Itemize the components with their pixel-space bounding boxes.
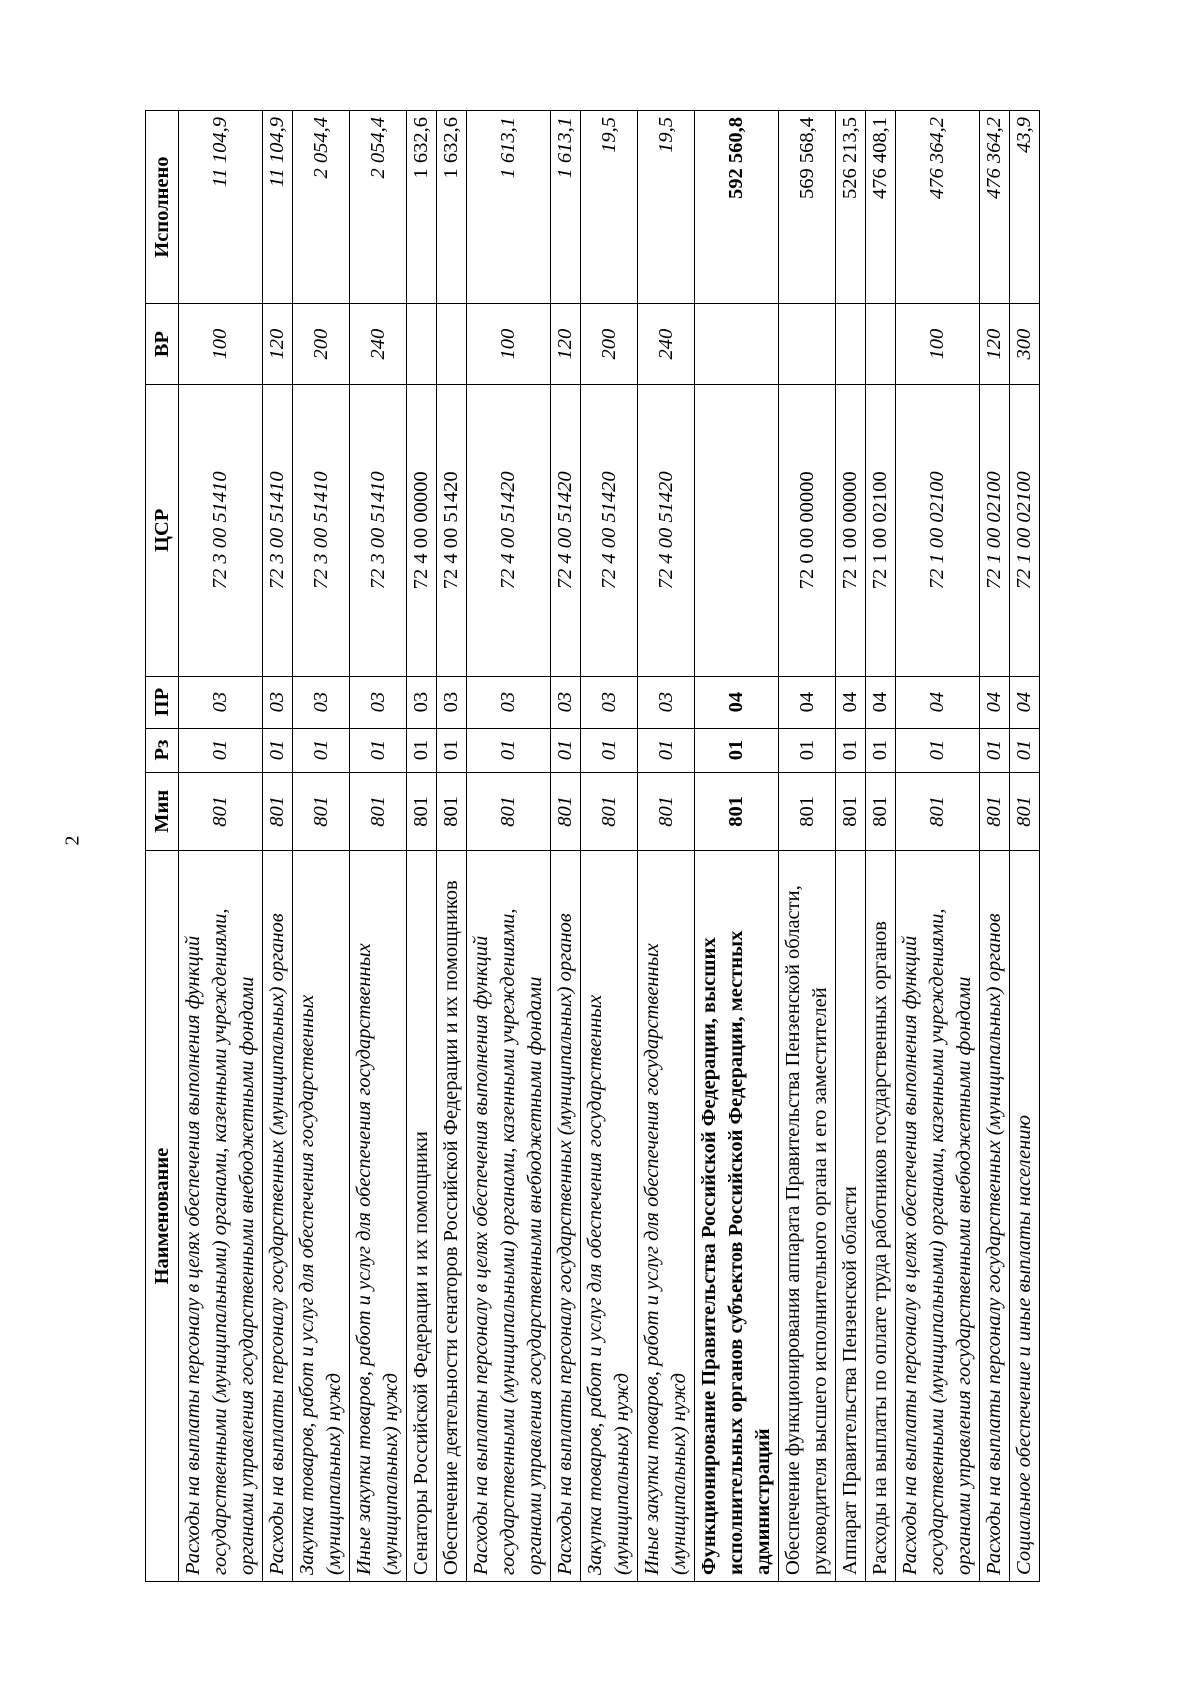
cell-min: 801 (407, 772, 437, 851)
cell-sum: 476 364,2 (896, 111, 980, 304)
cell-name: Расходы на выплаты персоналу в целях обеспечения выполнения функций государственными (муниципальными) органами, казенными учреждениями, органами управления государственными внебюджетными фондами (896, 851, 980, 1582)
cell-csr: 72 4 00 51420 (551, 385, 581, 676)
cell-name: Расходы на выплаты персоналу в целях обеспечения выполнения функций государственными (муниципальными) органами, казенными учреждениями, органами управления государственными внебюджетными фондами (179, 851, 263, 1582)
cell-name: Обеспечение деятельности сенаторов Российской Федерации и их помощников (437, 851, 467, 1582)
cell-rz: 01 (896, 728, 980, 772)
header-sum: Исполнено (146, 111, 179, 304)
cell-name: Расходы на выплаты персоналу государственных (муниципальных) органов (980, 851, 1010, 1582)
cell-vr (779, 304, 836, 385)
cell-rz: 01 (581, 728, 638, 772)
cell-rz: 01 (407, 728, 437, 772)
cell-csr: 72 3 00 51410 (293, 385, 350, 676)
cell-min: 801 (467, 772, 551, 851)
cell-rz: 01 (293, 728, 350, 772)
cell-sum: 476 364,2 (980, 111, 1010, 304)
cell-rz: 01 (980, 728, 1010, 772)
cell-name: Иные закупки товаров, работ и услуг для обеспечения государственных (муниципальных) нужд (350, 851, 407, 1582)
table-row (179, 111, 263, 1582)
page-number: 2 (61, 835, 84, 846)
cell-sum: 526 213,5 (836, 111, 866, 304)
cell-csr: 72 3 00 51410 (263, 385, 293, 676)
cell-rz: 01 (263, 728, 293, 772)
cell-pr: 03 (467, 676, 551, 728)
header-vr: ВР (146, 304, 179, 385)
cell-min: 801 (350, 772, 407, 851)
cell-sum: 476 408,1 (866, 111, 896, 304)
cell-csr: 72 4 00 51420 (581, 385, 638, 676)
cell-pr: 03 (638, 676, 695, 728)
cell-min: 801 (581, 772, 638, 851)
cell-name: Иные закупки товаров, работ и услуг для обеспечения государственных (муниципальных) нужд (638, 851, 695, 1582)
cell-name: Функционирование Правительства Российской Федерации, высших исполнительных органов субъектов Российской Федерации, местных администраций (695, 851, 779, 1582)
table-row (866, 111, 896, 1582)
cell-csr: 72 3 00 51410 (179, 385, 263, 676)
cell-sum: 1 632,6 (407, 111, 437, 304)
cell-csr: 72 1 00 02100 (980, 385, 1010, 676)
cell-vr (695, 304, 779, 385)
table-container (145, 110, 1083, 1582)
cell-rz: 01 (551, 728, 581, 772)
cell-min: 801 (551, 772, 581, 851)
header-csr: ЦСР (146, 385, 179, 676)
cell-vr: 240 (638, 304, 695, 385)
cell-rz: 01 (1010, 728, 1040, 772)
cell-rz: 01 (437, 728, 467, 772)
cell-pr: 04 (980, 676, 1010, 728)
cell-name: Закупка товаров, работ и услуг для обеспечения государственных (муниципальных) нужд (293, 851, 350, 1582)
cell-sum: 1 613,1 (551, 111, 581, 304)
cell-pr: 04 (1010, 676, 1040, 728)
cell-min: 801 (695, 772, 779, 851)
table-row (551, 111, 581, 1582)
table-row (638, 111, 695, 1582)
cell-min: 801 (179, 772, 263, 851)
cell-csr: 72 1 00 00000 (836, 385, 866, 676)
cell-vr: 100 (467, 304, 551, 385)
cell-name: Аппарат Правительства Пензенской области (836, 851, 866, 1582)
cell-csr: 72 4 00 51420 (437, 385, 467, 676)
table-row (407, 111, 437, 1582)
cell-vr: 100 (179, 304, 263, 385)
cell-name: Расходы на выплаты по оплате труда работников государственных органов (866, 851, 896, 1582)
table-row (263, 111, 293, 1582)
table-row (980, 111, 1010, 1582)
budget-table (145, 110, 1040, 1582)
table-row (350, 111, 407, 1582)
cell-pr: 03 (350, 676, 407, 728)
cell-vr (437, 304, 467, 385)
cell-csr: 72 4 00 00000 (407, 385, 437, 676)
cell-vr: 120 (551, 304, 581, 385)
cell-csr: 72 1 00 02100 (896, 385, 980, 676)
table-row (293, 111, 350, 1582)
cell-vr: 120 (980, 304, 1010, 385)
cell-name: Расходы на выплаты персоналу государственных (муниципальных) органов (551, 851, 581, 1582)
table-row (581, 111, 638, 1582)
cell-rz: 01 (779, 728, 836, 772)
cell-name: Закупка товаров, работ и услуг для обеспечения государственных (муниципальных) нужд (581, 851, 638, 1582)
cell-pr: 03 (437, 676, 467, 728)
cell-sum: 11 104,9 (263, 111, 293, 304)
cell-vr (866, 304, 896, 385)
cell-min: 801 (638, 772, 695, 851)
table-row (896, 111, 980, 1582)
table-row (695, 111, 779, 1582)
cell-rz: 01 (866, 728, 896, 772)
cell-vr: 200 (293, 304, 350, 385)
cell-name: Сенаторы Российской Федерации и их помощники (407, 851, 437, 1582)
cell-min: 801 (896, 772, 980, 851)
cell-min: 801 (836, 772, 866, 851)
cell-rz: 01 (467, 728, 551, 772)
cell-pr: 04 (896, 676, 980, 728)
cell-csr: 72 0 00 00000 (779, 385, 836, 676)
cell-name: Социальное обеспечение и иные выплаты населению (1010, 851, 1040, 1582)
cell-vr: 120 (263, 304, 293, 385)
cell-rz: 01 (350, 728, 407, 772)
cell-sum: 43,9 (1010, 111, 1040, 304)
cell-vr: 300 (1010, 304, 1040, 385)
cell-min: 801 (293, 772, 350, 851)
table-row (467, 111, 551, 1582)
cell-sum: 19,5 (581, 111, 638, 304)
cell-pr: 04 (866, 676, 896, 728)
cell-rz: 01 (695, 728, 779, 772)
cell-vr (407, 304, 437, 385)
cell-pr: 03 (551, 676, 581, 728)
cell-csr: 72 1 00 02100 (866, 385, 896, 676)
cell-sum: 569 568,4 (779, 111, 836, 304)
table-row (779, 111, 836, 1582)
cell-min: 801 (1010, 772, 1040, 851)
cell-min: 801 (779, 772, 836, 851)
cell-sum: 1 613,1 (467, 111, 551, 304)
table-row (1010, 111, 1040, 1582)
cell-vr: 100 (896, 304, 980, 385)
cell-pr: 03 (581, 676, 638, 728)
table-row (437, 111, 467, 1582)
cell-pr: 03 (263, 676, 293, 728)
cell-sum: 2 054,4 (350, 111, 407, 304)
cell-name: Обеспечение функционирования аппарата Правительства Пензенской области, руководителя высшего исполнительного органа и его заместителей (779, 851, 836, 1582)
cell-min: 801 (263, 772, 293, 851)
cell-min: 801 (437, 772, 467, 851)
header-rz: Рз (146, 728, 179, 772)
header-name: Наименование (146, 851, 179, 1582)
cell-sum: 1 632,6 (437, 111, 467, 304)
table-header-row (146, 111, 179, 1582)
cell-sum: 2 054,4 (293, 111, 350, 304)
cell-pr: 03 (293, 676, 350, 728)
cell-rz: 01 (179, 728, 263, 772)
table-row (836, 111, 866, 1582)
cell-pr: 03 (407, 676, 437, 728)
cell-min: 801 (866, 772, 896, 851)
cell-pr: 03 (179, 676, 263, 728)
cell-rz: 01 (638, 728, 695, 772)
cell-pr: 04 (695, 676, 779, 728)
cell-csr: 72 3 00 51410 (350, 385, 407, 676)
cell-csr: 72 4 00 51420 (638, 385, 695, 676)
cell-csr (695, 385, 779, 676)
cell-pr: 04 (779, 676, 836, 728)
cell-name: Расходы на выплаты персоналу в целях обеспечения выполнения функций государственными (муниципальными) органами, казенными учреждениями, органами управления государственными внебюджетными фондами (467, 851, 551, 1582)
cell-csr: 72 4 00 51420 (467, 385, 551, 676)
header-pr: ПР (146, 676, 179, 728)
cell-sum: 19,5 (638, 111, 695, 304)
cell-min: 801 (980, 772, 1010, 851)
cell-name: Расходы на выплаты персоналу государственных (муниципальных) органов (263, 851, 293, 1582)
header-min: Мин (146, 772, 179, 851)
cell-csr: 72 1 00 02100 (1010, 385, 1040, 676)
cell-pr: 04 (836, 676, 866, 728)
cell-sum: 11 104,9 (179, 111, 263, 304)
cell-rz: 01 (836, 728, 866, 772)
cell-vr: 200 (581, 304, 638, 385)
cell-sum: 592 560,8 (695, 111, 779, 304)
cell-vr (836, 304, 866, 385)
rotated-table-frame (145, 110, 1083, 1582)
cell-vr: 240 (350, 304, 407, 385)
